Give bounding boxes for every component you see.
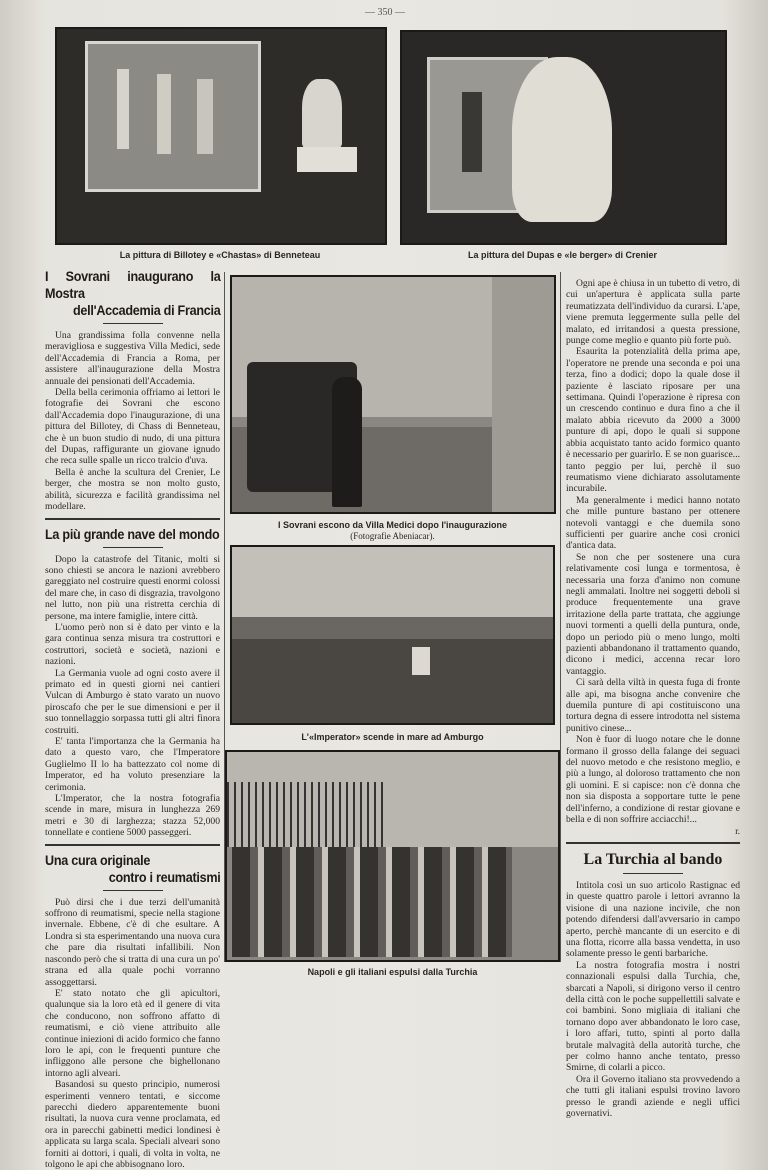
headline-turchia: La Turchia al bando [583,850,723,868]
paragraph: La nostra fotografia mostra i nostri connazionali espulsi dalla Turchia, che, sbarcati a Napoli, si dirigono verso il centro della città con le poche suppellettili salvate e coi bambini. Sono migliaia di italiani che tornano dopo aver abbandonato le loro case, i loro affari, tutto, spinti al porto dalla brutale malvagità della autorità turche, che per colmo hanno anche tentato, presso Smirne, di colarli a picco. [566,959,740,1074]
photo-imperator-launch [230,545,555,725]
paragraph: Una grandissima folla convenne nella meravigliosa e suggestiva Villa Medici, sede dell'Accademia di Francia a Roma, per assistere all'inaugurazione della Mostra annuale dei pensionati dell'Accademia. [45,330,220,387]
paragraph: Non è fuor di luogo notare che le donne formano il grosso della falange dei seguaci del nuovo metodo e che resistono meglio, e più a lungo, al doloroso trattamento che non gli uomini. E si capisce: non c'è donna che non sia disposta a sopportare tutte le pene dell'inferno, a condizione di restar giovane e bella e di non soffrire acciacchi!... [566,734,740,826]
right-column [566,278,740,1119]
paragraph: E' tanta l'importanza che la Germania ha dato a questo varo, che l'Imperatore Guglielmo II lo ha battezzato col nome di Imperator, ed ha voluto presenziare la cerimonia. [45,736,220,793]
paragraph: Dopo la catastrofe del Titanic, molti si sono chiesti se ancora le nazioni avrebbero gareggiato nel costruire questi enormi colossi del mare che, in caso di disgrazia, travolgono nel lutto, non più una ristretta cerchia di persone, ma intere famiglie, intere città. [45,553,220,622]
caption-villa: I Sovrani escono da Villa Medici dopo l'inaugurazione [277,520,508,530]
divider [103,547,163,548]
paragraph: Esaurita la potenzialità della prima ape, l'operatore ne prende una seconda e poi una terza, fino a dodici; dopo la quale dose il paziente è lasciato riposare per una settimana. Quindi l'operazione è ripresa con un crescendo continuo e dura fino a che il malato abbia ricevuto da 2000 a 3000 punture di api, dopo le quali si suppone abbia acquistato tanto acido formico quanto è necessario per guarirlo. E se non guarisce... tanto peggio per lui, perchè il suo reumatismo viene dichiarato assolutamente incurabile. [566,346,740,495]
caption-naples: Napoli e gli italiani espulsi dalla Turchia [307,967,478,977]
paragraph: Ogni ape è chiusa in un tubetto di vetro, di cui un'apertura è applicata sulla parte reumatizzata dell'individuo da curarsi. L'ape, viene premuta leggermente sulla pelle del malato, ed irritandosi a questa pressione, punge come meglio e quanto più forte può. [566,278,740,347]
photo-billotey-painting [55,27,387,245]
headline-cura-1: Una cura originale [45,851,151,868]
paragraph: Bella è anche la scultura del Crenier, Le berger, che mostra se non molto gusto, abilità, sicurezza e facilità grandissima nel modellare. [45,466,220,513]
photo-naples-expelled [225,750,560,962]
article-mostra [45,268,220,513]
caption-top-left: La pittura di Billotey e «Chastas» di Benneteau [119,250,321,260]
paragraph: Ora il Governo italiano sta provvedendo a che tutti gli italiani espulsi trovino lavoro presso le grandi aziende e negli uffici governativi. [566,1073,740,1120]
caption-villa-credit: (Fotografie Abeniacar). [350,531,435,541]
headline-mostra-2: dell'Accademia di Francia [72,302,221,318]
article-turchia [566,850,740,1120]
paragraph: La Germania vuole ad ogni costo avere il primato ed in questi giorni nei cantieri Vulcan di Amburgo è stato varato un nuovo piroscafo che per le sue dimensioni e per il suo tonnellaggio sorpassa tutti gli altri finora costruiti. [45,667,220,736]
paragraph: Ma generalmente i medici hanno notato che mille punture bastano per ottenere notevoli vantaggi e che duemila sono sufficienti per guarire anche così cronici d'antica data. [566,494,740,552]
ornamental-divider [45,844,220,846]
divider [103,890,163,891]
photo-dupas-painting [400,30,727,245]
photo-sovrani-villa-medici [230,275,556,514]
paragraph: L'Imperator, che la nostra fotografia scende in mare, misura in lunghezza 269 metri e 30 di larghezza; stazza 52,000 tonnellate e contiene 5000 passeggeri. [45,793,220,839]
headline-mostra-1: I Sovrani inaugurano la Mostra [45,268,221,301]
divider [103,323,163,324]
headline-cura-2: contro i reumatismi [108,868,221,885]
paragraph: Ci sarà della viltà in questa fuga di fronte alle api, ma bisogna anche convenire che duemila punture di api costituiscono una tortura degna di essere introdotta nel sistema punitivo cinese... [566,677,740,734]
signature: r. [735,825,740,836]
column-rule-left [224,272,225,962]
paragraph: Può dirsi che i due terzi dell'umanità soffrono di reumatismi, specie nella stagione invernale. Ebbene, c'è di che esultare. A Londra si sta esperimentando una nuova cura che pare dia risultati infallibili. Non nascondo però che si tratta di una cura un po' strana ed alla quale pochi vorranno assoggettarsi. [45,896,220,988]
article-cura [45,852,220,1170]
paragraph: Basandosi su questo principio, numerosi esperimenti vennero tentati, e siccome parecchi diedero apparentemente buoni risultati, la nuova cura venne proclamata, ed ora in parecchi gabinetti medici londinesi è applicata su larga scala. Speciali alveari sono forniti ai dottori, i quali, di volta in volta, ne tolgono le api che abbisognano loro. [45,1079,220,1170]
paragraph: Intitola così un suo articolo Rastignac ed in queste quattro parole i lettori avranno la visione di una nazione incivile, che non potendo difendersi dall'avversario in campo aperto, perchè mancante di un esercito e di una flotta, ricorre alla bassa vendetta, in uso solamente presso le genti barbariche. [566,879,740,960]
ornamental-divider [45,518,220,520]
left-column [45,268,220,1170]
paragraph: E' stato notato che gli apicultori, qualunque sia la loro età ed il genere di vita che conducono, non soffrono affatto di reumatismi, e ciò viene attribuito alle continue iniezioni di acido formico che fanno loro le api, con le frequenti punture che infliggono alle persone che bighellonano intorno agli alveari. [45,987,220,1079]
paragraph: Se non che per sostenere una cura relativamente così lunga e tormentosa, è necessaria una forza d'animo non comune negli ammalati. Inoltre nei soggetti deboli si produce frequentemente una grave irritazione della parte trattata, che aggiunge nuovi tormenti a quelli della puntura, onde, dopo un periodo più o meno lungo, molti pazienti abbandonano il trattamento quando, dicono i medici, accenna recar loro vantaggio. [566,551,740,677]
article-nave [45,526,220,839]
ornamental-divider [566,842,740,844]
column-rule-right [560,272,561,962]
paragraph: Della bella cerimonia offriamo ai lettori le fotografie dei Sovrani che escono dall'Accademia dopo l'inaugurazione, di una pittura del Billotey, di Chass di Benneteau, che è un buon studio di nudo, di una pittura del Dupas, raffigurante un giovane ignudo che reca sulle spalle un ricco tralcio d'uva. [45,387,220,467]
divider [623,873,683,874]
page-number: — 350 — [365,7,405,18]
caption-ship: L'«Imperator» scende in mare ad Amburgo [301,732,484,742]
paragraph: L'uomo però non si è dato per vinto e la gara continua senza misura tra costruttori e costruttori, società e società, nazioni e nazioni. [45,621,220,668]
headline-nave: La più grande nave del mondo [45,525,220,542]
caption-top-right: La pittura del Dupas e «le berger» di Crenier [467,250,658,260]
